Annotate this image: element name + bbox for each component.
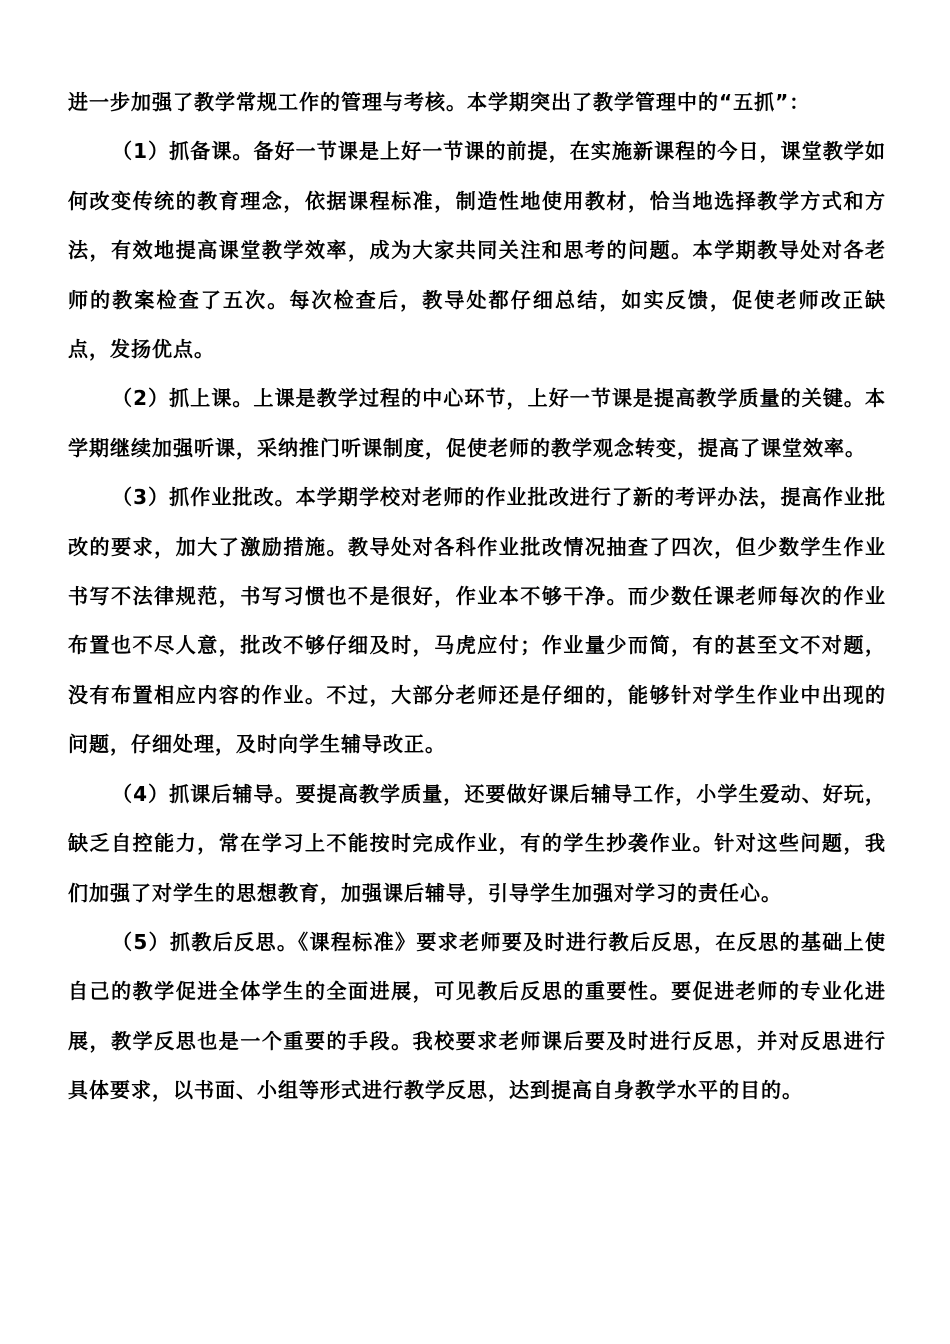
paragraph-intro: 进一步加强了教学常规工作的管理与考核。本学期突出了教学管理中的“五抓”： bbox=[68, 90, 811, 114]
paragraph-after-class-tutoring: （4）抓课后辅导。要提高教学质量，还要做好课后辅导工作，小学生爱动、好玩，缺乏自控能力，常在学习上不能按时完成作业，有的学生抄袭作业。针对这些问题，我们加强了对学生的思想教育，加强课后辅导，引导学生加强对学习的责任心。 bbox=[68, 781, 886, 905]
paragraph-teaching: （2）抓上课。上课是教学过程的中心环节，上好一节课是提高教学质量的关键。本学期继续加强听课，采纳推门听课制度，促使老师的教学观念转变，提高了课堂效率。 bbox=[68, 386, 886, 460]
document-body bbox=[68, 78, 886, 1116]
paragraph-teaching-reflection: （5）抓教后反思。《课程标准》要求老师要及时进行教后反思，在反思的基础上使自己的教学促进全体学生的全面进展，可见教后反思的重要性。要促进老师的专业化进展，教学反思也是一个重要的手段。我校要求老师课后要及时进行反思，并对反思进行具体要求，以书面、小组等形式进行教学反思，达到提高自身教学水平的目的。 bbox=[68, 929, 886, 1103]
paragraph-homework-grading: （3）抓作业批改。本学期学校对老师的作业批改进行了新的考评办法，提高作业批改的要求，加大了激励措施。教导处对各科作业批改情况抽查了四次，但少数学生作业书写不法律规范，书写习惯也不是很好，作业本不够干净。而少数任课老师每次的作业布置也不尽人意，批改不够仔细及时，马虎应付；作业量少而简，有的甚至文不对题，没有布置相应内容的作业。不过，大部分老师还是仔细的，能够针对学生作业中出现的问题，仔细处理，及时向学生辅导改正。 bbox=[68, 485, 886, 757]
paragraph-lesson-prep: （1）抓备课。备好一节课是上好一节课的前提，在实施新课程的今日，课堂教学如何改变传统的教育理念，依据课程标准，制造性地使用教材，恰当地选择教学方式和方法，有效地提高课堂教学效率，成为大家共同关注和思考的问题。本学期教导处对各老师的教案检查了五次。每次检查后，教导处都仔细总结，如实反馈，促使老师改正缺点，发扬优点。 bbox=[68, 139, 886, 362]
